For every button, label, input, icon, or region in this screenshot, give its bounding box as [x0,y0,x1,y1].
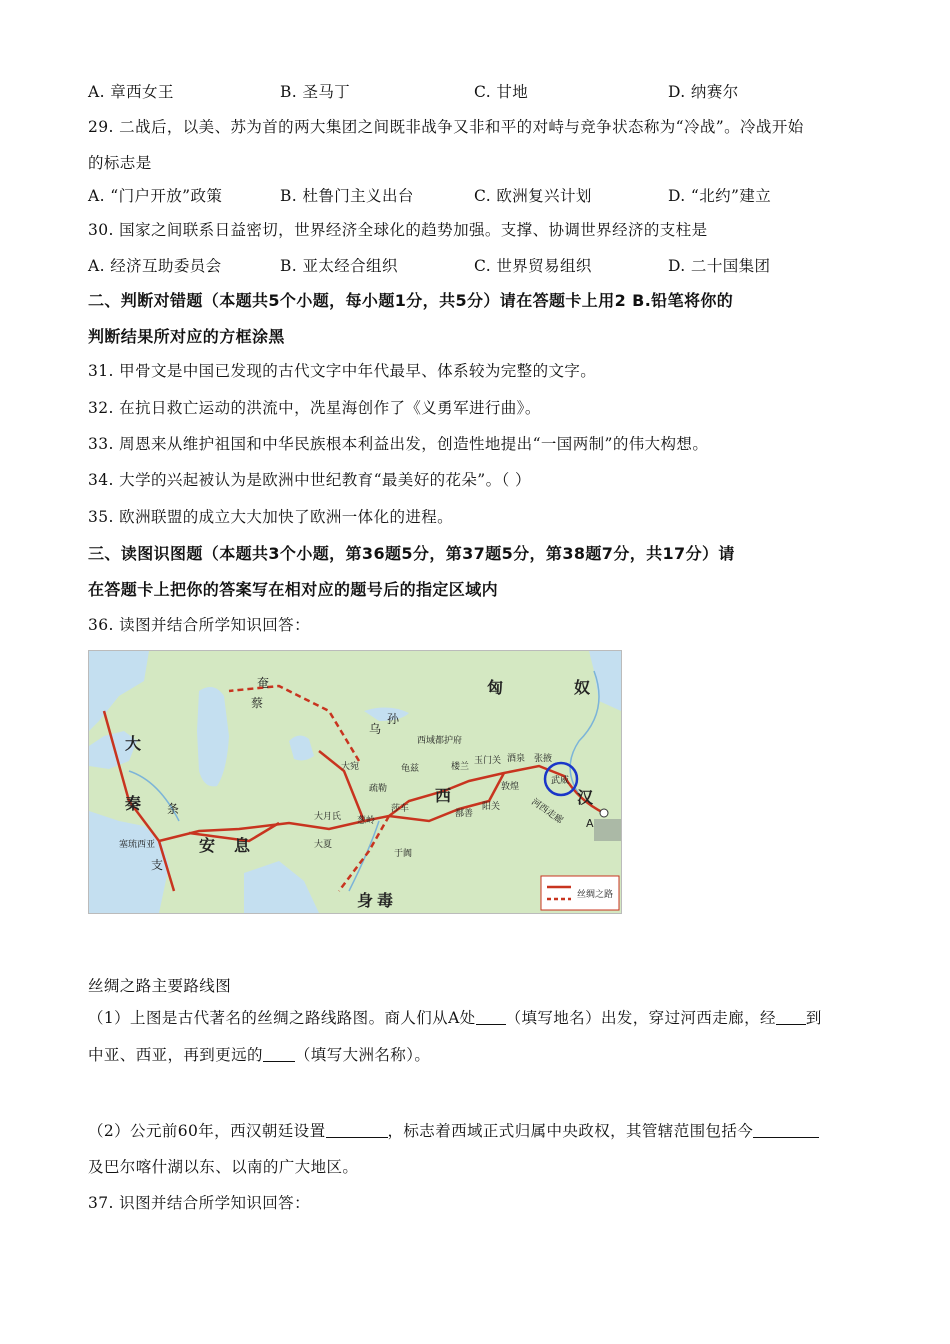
label-zhi: 支 [151,858,164,872]
map-legend [541,876,619,910]
q28-option-a: A. 章西女王 [88,83,174,101]
label-yutian: 于阗 [394,849,413,859]
label-xiongnu-2: 奴 [574,678,591,697]
q36-part1-line1: （1）上图是古代著名的丝绸之路线路图。商人们从A处 （填写地名）出发，穿过河西走廊，经 到 [88,1009,822,1027]
label-sun: 孙 [387,712,400,726]
q30-option-b: B. 亚太经合组织 [280,257,398,275]
q35: 35. 欧洲联盟的成立大大加快了欧洲一体化的进程。 [88,508,454,526]
label-cai: 蔡 [251,696,264,710]
q29-option-d: D. “北约”建立 [668,187,772,205]
label-tiao: 条 [167,802,180,816]
blank-continent [263,1047,295,1062]
q34: 34. 大学的兴起被认为是欧洲中世纪教育“最美好的花朵”。（ ） [88,471,531,489]
label-daxia: 大夏 [314,840,333,850]
label-xiongnu-1: 匈 [487,678,504,697]
label-dawan: 大宛 [341,762,360,772]
q36-intro: 36. 读图并结合所学知识回答： [88,616,310,634]
q30-stem: 30. 国家之间联系日益密切，世界经济全球化的趋势加强。支撑、协调世界经济的支柱是 [88,221,708,239]
label-hexi: 河西走廊 [529,797,565,827]
blank-via-place [776,1010,806,1025]
blank-institution [326,1123,388,1138]
map-blurred-area [594,819,621,841]
q36-part1-line2: 中亚、西亚，再到更远的 （填写大洲名称）。 [88,1046,431,1064]
blank-region [753,1123,819,1138]
label-congling: 葱岭 [357,816,376,826]
section2-heading-line2: 判断结果所对应的方框涂黑 [88,327,285,346]
q28-option-b: B. 圣马丁 [280,83,351,101]
q36-part2-line1: （2）公元前60年，西汉朝廷设置 ，标志着西域正式归属中央政权，其管辖范围包括今 [88,1119,819,1141]
label-wuwei: 武威 [551,776,570,786]
silk-road-map [88,650,622,914]
label-xi: 西 [435,786,452,805]
label-da: 大 [125,734,142,753]
q28-option-d: D. 纳赛尔 [668,83,739,101]
label-saijuxiya: 塞琉西亚 [119,840,156,850]
q28-option-c: C. 甘地 [474,83,529,101]
q37-intro: 37. 识图并结合所学知识回答： [88,1194,310,1212]
q29-option-c: C. 欧洲复兴计划 [474,187,592,205]
label-yumenguan: 玉门关 [474,756,502,766]
label-du: 毒 [377,891,394,910]
q31: 31. 甲骨文是中国已发现的古代文字中年代最早、体系较为完整的文字。 [88,362,597,380]
map-caption: 丝绸之路主要路线图 [88,977,232,995]
q30-option-c: C. 世界贸易组织 [474,257,592,275]
label-zhangye: 张掖 [534,754,553,764]
q30-option-d: D. 二十国集团 [668,257,771,275]
q29-stem-line2: 的标志是 [88,154,152,172]
label-anxi-an: 安 [199,836,216,855]
label-jiuquan: 酒泉 [507,754,526,764]
q33: 33. 周恩来从维护祖国和中华民族根本利益出发，创造性地提出“一国两制”的伟大构想。 [88,435,709,453]
q30-option-a: A. 经济互助委员会 [88,257,222,275]
label-loulan: 楼兰 [451,762,470,772]
label-wu: 乌 [369,722,382,736]
label-dunhuang: 敦煌 [501,782,520,792]
label-shache: 莎车 [391,804,410,814]
q29-option-b: B. 杜鲁门主义出台 [280,187,414,205]
q36-part2-line2: 及巴尔喀什湖以东、以南的广大地区。 [88,1158,359,1176]
label-point-a: A [586,817,594,830]
q29-option-a: A. “门户开放”政策 [88,187,223,205]
label-yangguan: 阳关 [482,802,501,812]
blank-start-place [476,1010,506,1025]
section2-heading-line1: 二、判断对错题（本题共5个小题，每小题1分，共5分）请在答题卡上用2 B.铅笔将你的 [88,291,734,310]
label-xiyu-duhufu: 西域都护府 [417,736,463,746]
label-yan: 奄 [257,676,270,690]
legend-label: 丝绸之路 [577,890,614,900]
label-anxi-xi: 息 [234,836,251,855]
label-qiuci: 龟兹 [401,764,420,774]
label-qin: 秦 [125,794,142,813]
section3-heading-line2: 在答题卡上把你的答案写在相对应的题号后的指定区域内 [88,580,499,599]
section3-heading-line1: 三、读图识图题（本题共3个小题，第36题5分，第37题5分，第38题7分，共17分）请 [88,544,735,563]
label-shanshan: 鄯善 [455,809,474,819]
label-dayue: 大月氏 [314,812,342,822]
label-shule: 疏勒 [369,784,388,794]
q29-stem-line1: 29. 二战后，以美、苏为首的两大集团之间既非战争又非和平的对峙与竞争状态称为“冷战”。冷战开始 [88,118,804,136]
q32: 32. 在抗日救亡运动的洪流中，冼星海创作了《义勇军进行曲》。 [88,399,541,417]
label-han: 汉 [577,788,594,807]
label-shen: 身 [357,891,374,910]
map-point-a-marker [600,809,608,817]
